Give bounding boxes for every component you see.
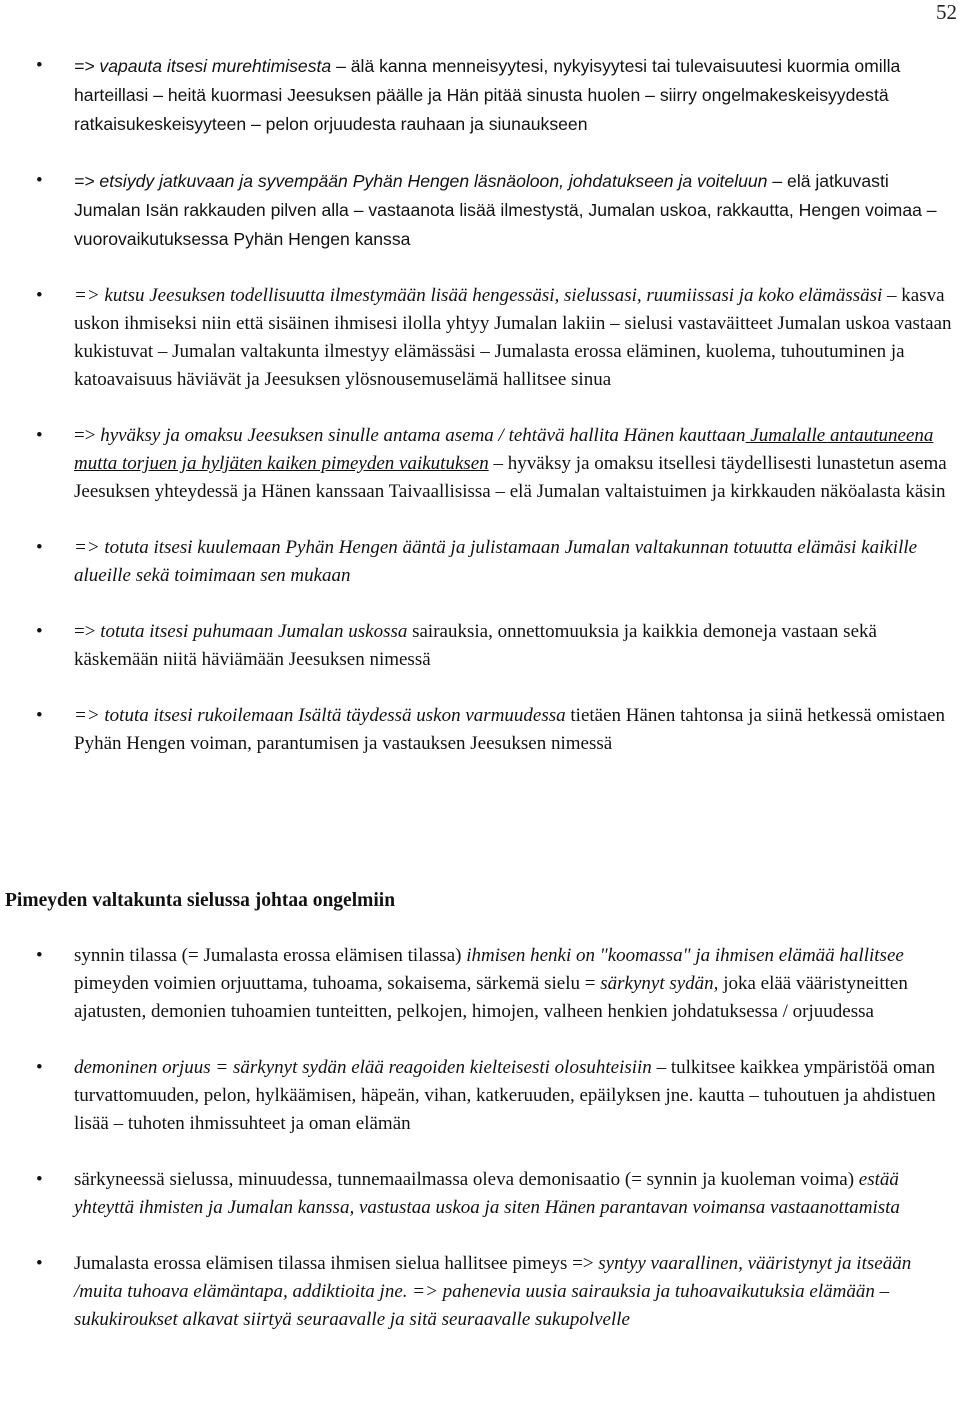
- list-item-text: => kutsu Jeesuksen todellisuutta ilmestymään lisää hengessäsi, sielussasi, ruumiissasi ja koko elämässäsi: [74, 285, 883, 306]
- list-item-text: => etsiydy jatkuvaan ja syvempään Pyhän Hengen läsnäoloon, johdatukseen ja voiteluun: [74, 171, 768, 191]
- list-item-text: totuta itsesi puhumaan Jumalan uskossa: [100, 621, 408, 642]
- list-item-text: hyväksy ja omaksu Jeesuksen sinulle antama asema / tehtävä hallita Hänen kauttaan: [100, 425, 746, 446]
- list-item-text: Jumalalle antautuneena mutta torjuen ja hyljäten kaiken pimeyden vaikutuksen: [74, 425, 934, 474]
- list-item-text: sairauksia, onnettomuuksia ja kaikkia demoneja vastaan sekä käskemään niitä häviämään Jeesuksen nimessä: [74, 621, 877, 670]
- list-item-text: joka elää vääristyneitten ajatusten, demonien tuhoamien tunteitten, pelkojen, himojen, valheen henkien johdatuksessa / orjuudessa: [74, 973, 908, 1022]
- list-item: [0, 1166, 960, 1222]
- list-item-text: – tulkitsee kaikkea ympäristöä oman turvattomuuden, pelon, hylkäämisen, häpeän, vihan, katkeruuden, epäilyksen jne. kautta – tuhoutuen ja ahdistuen lisää – tuhoten ihmissuhteet ja oman elämän: [74, 1057, 936, 1134]
- list-item-text: =>: [74, 425, 101, 446]
- list-item-text: => vapauta itsesi murehtimisesta: [74, 56, 332, 76]
- list-item-text: pimeyden voimien orjuuttama, tuhoama, sokaisema, särkemä sielu =: [74, 973, 601, 994]
- page-number: 52: [936, 0, 957, 24]
- list-item-text: => totuta itsesi kuulemaan Pyhän Hengen ääntä ja julistamaan Jumalan valtakunnan totuutta elämäsi kaikille alueille sekä toimimaan sen mukaan: [74, 537, 918, 586]
- bullet-list-upper: [0, 52, 960, 786]
- list-item: [0, 1054, 960, 1138]
- list-item-text: ihmisen henki on "koomassa" ja ihmisen elämää hallitsee: [466, 945, 904, 966]
- list-item: [0, 1250, 960, 1334]
- section-heading: Pimeyden valtakunta sielussa johtaa ongelmiin: [5, 890, 396, 911]
- list-item-text: =>: [74, 621, 101, 642]
- list-item-text: synnin tilassa (= Jumalasta erossa elämisen tilassa): [74, 945, 467, 966]
- list-item: [0, 618, 960, 674]
- list-item: [0, 534, 960, 590]
- list-item-text: syntyy vaarallinen, vääristynyt ja itseään /muita tuhoava elämäntapa, addiktioita jne. => pahenevia uusia sairauksia ja tuhoavaikutuksia elämään – sukukiroukset alkavat siirtyä seuraavalle ja sitä seuraavalle sukupolvelle: [74, 1253, 912, 1330]
- bullet-list-lower: [0, 942, 960, 1362]
- list-item-text: särkynyt sydän,: [600, 973, 719, 994]
- list-item: [0, 942, 960, 1026]
- list-item-text: – kasva uskon ihmiseksi niin että sisäinen ihmisesi ilolla yhtyy Jumalan lakiin – sielusi vastaväitteet Jumalan uskoa vastaan kukistuvat – Jumalan valtakunta ilmestyy elämässäsi – Jumalasta erossa eläminen, kuolema, tuhoutuminen ja katoavaisuus häviävät ja Jeesuksen ylösnousemuselämä hallitsee sinua: [74, 285, 952, 390]
- list-item: [0, 422, 960, 506]
- list-item-text: tietäen Hänen tahtonsa ja siinä hetkessä omistaen Pyhän Hengen voiman, parantumisen ja vastauksen Jeesuksen nimessä: [74, 705, 945, 754]
- list-item-text: särkyneessä sielussa, minuudessa, tunnemaailmassa oleva demonisaatio (= synnin ja kuoleman voima): [74, 1169, 859, 1190]
- list-item: [0, 282, 960, 394]
- list-item: [0, 167, 960, 254]
- list-item-text: => totuta itsesi rukoilemaan Isältä täydessä uskon varmuudessa: [74, 705, 566, 726]
- list-item-text: – elä jatkuvasti Jumalan Isän rakkauden pilven alla – vastaanota lisää ilmestystä, Jumalan uskoa, rakkautta, Hengen voimaa – vuorovaikutuksessa Pyhän Hengen kanssa: [74, 171, 937, 249]
- list-item-text: – hyväksy ja omaksu itsellesi täydellisesti lunastetun asema Jeesuksen yhteydessä ja Hänen kanssaan Taivaallisissa – elä Jumalan valtaistuimen ja kirkkauden näköalasta käsin: [74, 453, 947, 502]
- list-item-text: Jumalasta erossa elämisen tilassa ihmisen sielua hallitsee pimeys =>: [74, 1253, 599, 1274]
- list-item-text: demoninen orjuus = särkynyt sydän elää reagoiden kielteisesti olosuhteisiin: [74, 1057, 652, 1078]
- list-item: [0, 702, 960, 758]
- list-item-text: – älä kanna menneisyytesi, nykyisyytesi tai tulevaisuutesi kuormia omilla harteillasi – heitä kuormasi Jeesuksen päälle ja Hän pitää sinusta huolen – siirry ongelmakeskeisyydestä ratkaisukeskeisyyteen – pelon orjuudesta rauhaan ja siunaukseen: [74, 56, 901, 134]
- list-item: [0, 52, 960, 139]
- list-item-text: estää yhteyttä ihmisten ja Jumalan kanssa, vastustaa uskoa ja siten Hänen parantavan voimansa vastaanottamista: [74, 1169, 900, 1218]
